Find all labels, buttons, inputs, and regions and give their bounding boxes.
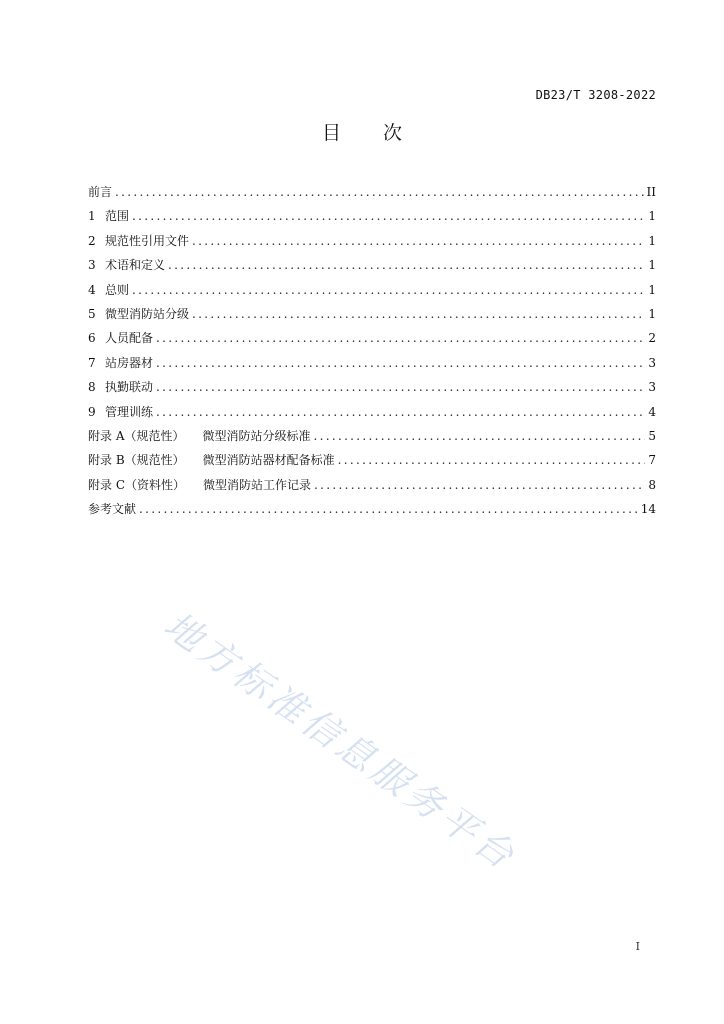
toc-entry-page: 1 xyxy=(648,306,656,321)
toc-entry-2[interactable] xyxy=(88,229,656,253)
toc-entry-title: 总则 xyxy=(105,282,130,297)
toc-entry-references[interactable] xyxy=(88,497,656,521)
toc-entry-title: 微型消防站工作记录 xyxy=(203,477,312,492)
toc-entry-9[interactable] xyxy=(88,400,656,424)
toc-dot-leader xyxy=(314,424,646,448)
toc-dot-leader xyxy=(338,448,645,472)
toc-entry-annex-a[interactable] xyxy=(88,424,656,448)
toc-entry-title: 术语和定义 xyxy=(105,258,166,273)
toc-entry-title: 前言 xyxy=(88,185,113,199)
page-title: 目次 xyxy=(321,122,444,144)
toc-entry-8[interactable] xyxy=(88,375,656,399)
toc-entry-annex-b[interactable] xyxy=(88,448,656,472)
toc-entry-3[interactable] xyxy=(88,253,656,277)
toc-dot-leader xyxy=(192,229,645,253)
toc-annex-code: 附录 B（规范性） xyxy=(88,453,185,468)
toc-entry-number: 6 xyxy=(88,331,96,346)
toc-entry-page: 7 xyxy=(648,453,656,468)
toc-dot-leader xyxy=(168,253,645,277)
toc-annex-code: 附录 A（规范性） xyxy=(88,428,185,443)
toc-entry-page: 4 xyxy=(648,404,656,419)
page-number: I xyxy=(635,940,640,953)
toc-entry-title: 参考文献 xyxy=(88,502,137,517)
toc-dot-leader xyxy=(132,204,645,228)
toc-entry-page: 5 xyxy=(648,428,656,443)
toc-entry-title: 规范性引用文件 xyxy=(105,233,190,248)
watermark: 地方标准信息服务平台 xyxy=(156,603,525,880)
toc-entry-title: 管理训练 xyxy=(105,404,154,419)
toc-entry-6[interactable] xyxy=(88,326,656,350)
toc-entry-page: 1 xyxy=(648,233,656,248)
toc-entry-number: 3 xyxy=(88,258,96,273)
toc-entry-title: 站房器材 xyxy=(105,355,154,370)
toc-dot-leader xyxy=(192,302,645,326)
toc-dot-leader xyxy=(115,180,644,204)
toc-entry-title: 执勤联动 xyxy=(105,380,154,395)
toc-entry-number: 2 xyxy=(88,233,96,248)
toc-dot-leader xyxy=(156,351,645,375)
toc-entry-page: 1 xyxy=(648,282,656,297)
toc-entry-number: 1 xyxy=(88,209,96,224)
toc-dot-leader xyxy=(139,497,638,521)
toc-entry-page: II xyxy=(646,185,656,199)
toc-entry-title: 微型消防站分级标准 xyxy=(202,428,311,443)
toc-entry-page: 2 xyxy=(648,331,656,346)
toc-entry-page: 1 xyxy=(648,258,656,273)
toc-annex-code: 附录 C（资料性） xyxy=(88,477,185,492)
toc-entry-page: 3 xyxy=(648,380,656,395)
table-of-contents xyxy=(88,180,656,521)
toc-entry-4[interactable] xyxy=(88,278,656,302)
toc-entry-number: 5 xyxy=(88,306,96,321)
toc-entry-number: 7 xyxy=(88,355,96,370)
toc-entry-title: 范围 xyxy=(105,209,130,224)
toc-entry-page: 8 xyxy=(648,477,656,492)
toc-dot-leader xyxy=(156,375,645,399)
toc-dot-leader xyxy=(132,278,645,302)
toc-entry-annex-c[interactable] xyxy=(88,473,656,497)
toc-entry-number: 8 xyxy=(88,380,96,395)
toc-entry-number: 9 xyxy=(88,404,96,419)
toc-entry-1[interactable] xyxy=(88,204,656,228)
toc-dot-leader xyxy=(314,473,645,497)
document-code: DB23/T 3208-2022 xyxy=(535,88,656,102)
toc-entry-page: 14 xyxy=(640,502,656,517)
toc-entry-7[interactable] xyxy=(88,351,656,375)
toc-entry-foreword[interactable] xyxy=(88,180,656,204)
toc-entry-title: 微型消防站分级 xyxy=(105,306,190,321)
toc-entry-5[interactable] xyxy=(88,302,656,326)
toc-dot-leader xyxy=(156,326,645,350)
toc-dot-leader xyxy=(156,400,645,424)
toc-entry-page: 1 xyxy=(648,209,656,224)
toc-entry-number: 4 xyxy=(88,282,96,297)
toc-entry-title: 人员配备 xyxy=(105,331,154,346)
toc-entry-title: 微型消防站器材配备标准 xyxy=(202,453,335,468)
toc-entry-page: 3 xyxy=(648,355,656,370)
